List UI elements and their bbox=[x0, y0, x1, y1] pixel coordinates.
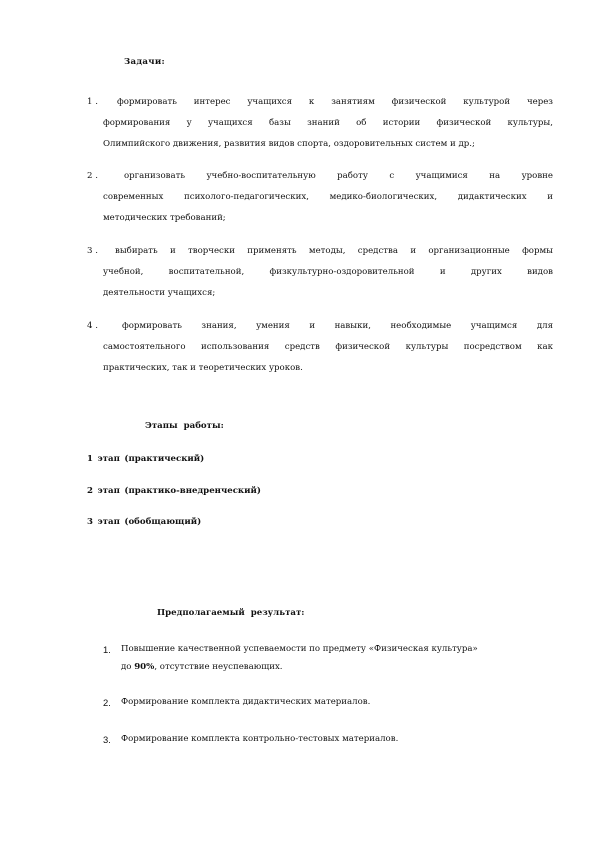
task-4-number: 4 . bbox=[87, 321, 98, 331]
task-1-line-3: Олимпийского движения, развития видов спорта, оздоровительных систем и др.; bbox=[103, 139, 475, 149]
task-3-line-1: выбирать и творчески применять методы, средства и организационные формы bbox=[115, 246, 553, 256]
result-2-line-1: Формирование комплекта дидактических материалов. bbox=[121, 697, 371, 707]
result-1-line-2-suffix: , отсутствие неуспевающих. bbox=[154, 662, 283, 672]
task-4-line-3: практических, так и теоретических уроков. bbox=[103, 363, 303, 373]
result-1-line-2-prefix: до bbox=[121, 662, 135, 672]
task-2-line-3: методических требований; bbox=[103, 213, 226, 223]
results-heading: Предполагаемый результат: bbox=[157, 608, 305, 618]
result-1-percent: 90% bbox=[134, 662, 155, 672]
result-1-number: 1. bbox=[103, 644, 111, 655]
stage-2: 2 этап (практико-внедренческий) bbox=[87, 486, 261, 496]
result-3-number: 3. bbox=[103, 734, 111, 745]
task-4-line-1: формировать знания, умения и навыки, необходимые учащимся для bbox=[122, 321, 553, 331]
task-3-line-2: учебной, воспитательной, физкультурно-оздоровительной и других видов bbox=[103, 267, 553, 277]
result-2-number: 2. bbox=[103, 697, 111, 708]
tasks-heading: Задачи: bbox=[124, 57, 165, 67]
stages-heading: Этапы работы: bbox=[145, 421, 224, 431]
task-2-line-1: организовать учебно-воспитательную работу с учащимися на уровне bbox=[124, 171, 553, 181]
stage-1: 1 этап (практический) bbox=[87, 454, 205, 464]
result-3-line-1: Формирование комплекта контрольно-тестовых материалов. bbox=[121, 734, 399, 744]
task-3-number: 3 . bbox=[87, 246, 98, 256]
task-4-line-2: самостоятельного использования средств физической культуры посредством как bbox=[103, 342, 553, 352]
task-3-line-3: деятельности учащихся; bbox=[103, 288, 216, 298]
task-1-number: 1 . bbox=[87, 97, 98, 107]
result-1-line-2 bbox=[121, 663, 283, 672]
task-1-line-1: формировать интерес учащихся к занятиям физической культурой через bbox=[117, 97, 553, 107]
stage-3: 3 этап (обобщающий) bbox=[87, 517, 202, 527]
task-1-line-2: формирования у учащихся базы знаний об истории физической культуры, bbox=[103, 118, 553, 128]
task-2-line-2: современных психолого-педагогических, медико-биологических, дидактических и bbox=[103, 192, 553, 202]
result-1-line-1: Повышение качественной успеваемости по предмету «Физическая культура» bbox=[121, 644, 478, 654]
task-2-number: 2 . bbox=[87, 171, 98, 181]
